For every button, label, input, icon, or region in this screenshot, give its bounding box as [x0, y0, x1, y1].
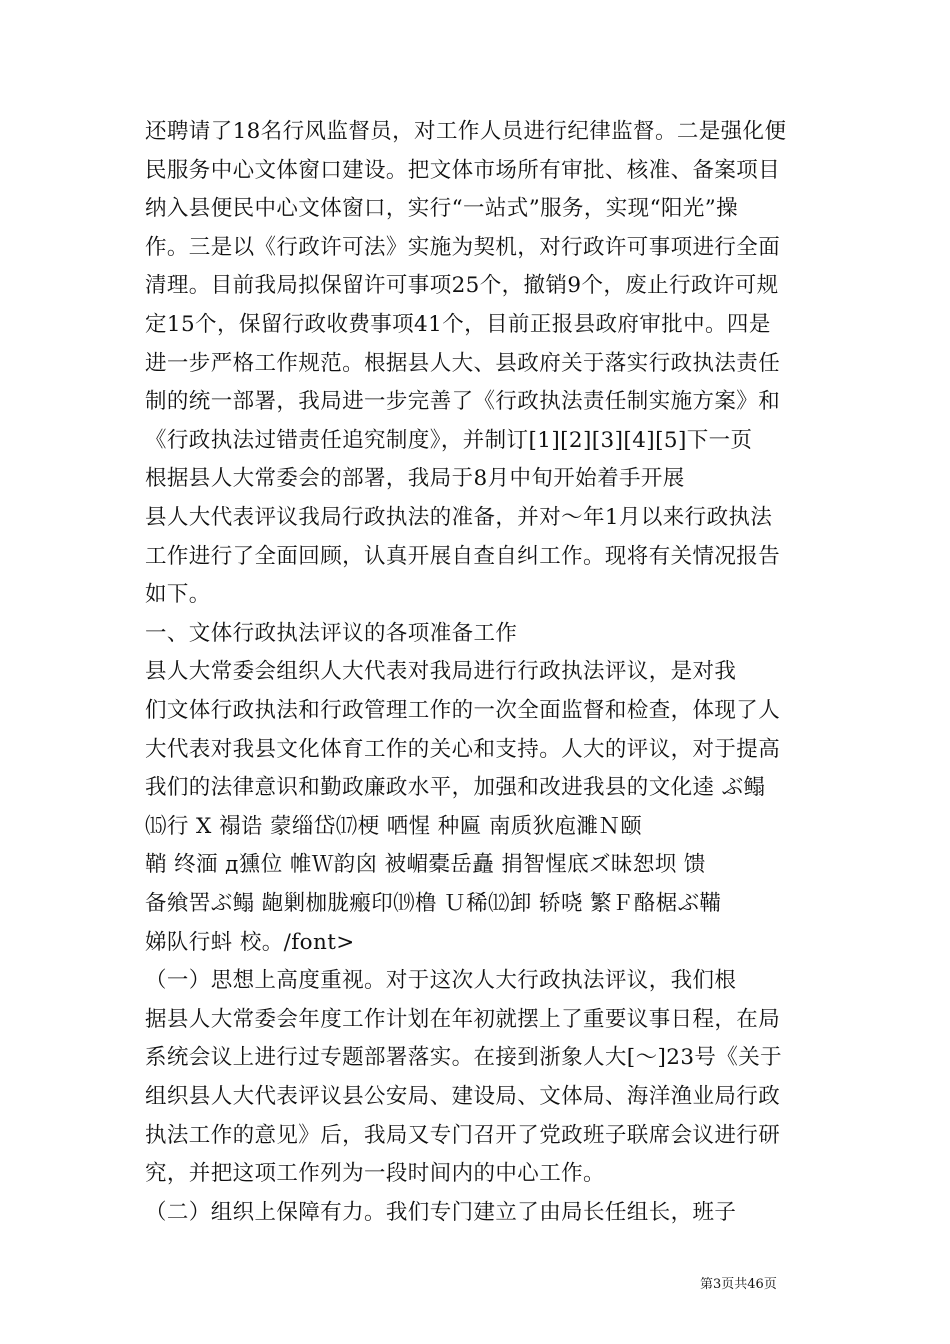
text-line: 还聘请了18名行风监督员，对工作人员进行纪律监督。二是强化便	[145, 119, 787, 144]
text-line: 一、文体行政执法评议的各项准备工作	[145, 620, 518, 646]
text-line: 究，并把这项工作列为一段时间内的中心工作。	[145, 1161, 605, 1187]
text-line: （二）组织上保障有力。我们专门建立了由局长任组长，班子	[145, 1199, 737, 1225]
text-line: 纳入县便民中心文体窗口，实行“一站式”服务，实现“阳光”操	[145, 196, 739, 222]
text-line: 鞘 终湎 д獯位 帷Ｗ韵囟 被嵋橐岳矗 捐智惺底ズ昧恕坝 馈	[145, 852, 706, 878]
text-line: 进一步严格工作规范。根据县人大、县政府关于落实行政执法责任	[145, 350, 781, 376]
text-line: 民服务中心文体窗口建设。把文体市场所有审批、核准、备案项目	[145, 157, 781, 183]
text-line: 据县人大常委会年度工作计划在年初就摆上了重要议事日程，在局	[145, 1006, 781, 1032]
text-line: 们文体行政执法和行政管理工作的一次全面监督和检查，体现了人	[145, 698, 781, 723]
text-line: 系统会议上进行过专题部署落实。在接到浙象人大[～]23号《关于	[145, 1045, 783, 1071]
text-line: 如下。	[145, 582, 211, 608]
text-line: （一）思想上高度重视。对于这次人大行政执法评议，我们根	[145, 968, 737, 994]
text-line: ⒂行 X 禢诰 蒙缁岱⒄梗 哂惺 种匾 南质狄庖濉Ｎ颐	[145, 813, 643, 839]
page-footer: 第3页共46页	[700, 1277, 777, 1292]
text-line: 县人大代表评议我局行政执法的准备，并对～年1月以来行政执法	[145, 505, 773, 530]
text-line: 组织县人大代表评议县公安局、建设局、文体局、海洋渔业局行政	[145, 1084, 781, 1109]
text-line: 定15个，保留行政收费事项41个，目前正报县政府审批中。四是	[145, 312, 771, 337]
text-line: 根据县人大常委会的部署，我局于8月中旬开始着手开展	[145, 466, 685, 492]
text-line: 清理。目前我局拟保留许可事项25个，撤销9个，废止行政许可规	[145, 273, 779, 299]
text-line: 工作进行了全面回顾，认真开展自查自纠工作。现将有关情况报告	[145, 543, 781, 569]
text-line: 大代表对我县文化体育工作的关心和支持。人大的评议，对于提高	[145, 736, 781, 762]
text-line: 我们的法律意识和勤政廉政水平，加强和改进我县的文化逵 ぶ鳎	[145, 775, 766, 801]
text-line: 制的统一部署，我局进一步完善了《行政执法责任制实施方案》和	[145, 389, 781, 415]
text-line: 备飨罟ぶ鳎 龅剿枷胧瘢印⒆橹 Ｕ稀⑿卸 轿哓 繁Ｆ酪椐ぶ鞴	[145, 891, 722, 916]
text-line: 执法工作的意见》后，我局又专门召开了党政班子联席会议进行研	[145, 1122, 781, 1148]
text-line: 《行政执法过错责任追究制度》，并制订[1][2][3][4][5]下一页	[145, 427, 753, 453]
text-line: 作。三是以《行政许可法》实施为契机，对行政许可事项进行全面	[145, 234, 781, 260]
text-line: 县人大常委会组织人大代表对我局进行行政执法评议，是对我	[145, 659, 737, 685]
text-line: 娣队行蚪 校。/font>	[145, 929, 355, 955]
